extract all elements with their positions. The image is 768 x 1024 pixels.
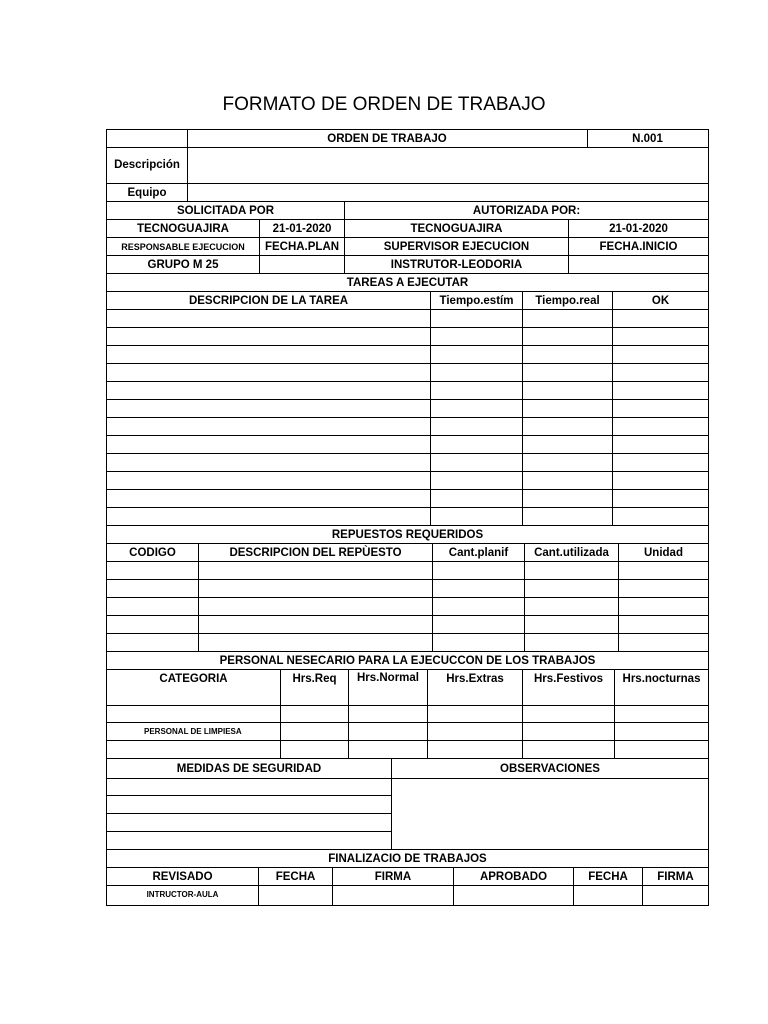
repuestos-col-codigo: CODIGO (129, 546, 176, 559)
document-title: FORMATO DE ORDEN DE TRABAJO (222, 94, 546, 115)
col-line (430, 291, 431, 525)
repuestos-title: REPUESTOS REQUERIDOS (331, 528, 484, 541)
row-line (106, 345, 709, 346)
row-line (106, 471, 709, 472)
row-line (106, 453, 709, 454)
autorizada-label: AUTORIZADA POR: (472, 204, 581, 217)
personal-col-categoria: CATEGORIA (159, 672, 228, 685)
supervisor-label: SUPERVISOR EJECUCION (383, 240, 530, 253)
autorizante: TECNOGUAJIRA (410, 222, 503, 235)
finalizacion-title: FINALIZACIO DE TRABAJOS (328, 852, 487, 865)
col-line (612, 291, 613, 525)
personal-col-hrs-nocturnas: Hrs.nocturnas (622, 672, 701, 685)
row-line (106, 417, 709, 418)
row-line (106, 381, 709, 382)
personal-col-hrs-req: Hrs.Req (292, 672, 337, 685)
fecha-autorizacion: 21-01-2020 (609, 222, 668, 235)
row-line (106, 813, 391, 814)
fecha-inicio-label: FECHA.INICIO (599, 240, 678, 253)
repuestos-col-descripcion: DESCRIPCION DEL REPÙESTO (229, 546, 402, 559)
finalizacion-col-fecha-aprobacion: FECHA (588, 870, 628, 883)
solicitante: TECNOGUAJIRA (136, 222, 229, 235)
col-line (522, 291, 523, 525)
row-line (106, 309, 709, 310)
row-line (106, 705, 709, 706)
tareas-col-tiempo-estimado: Tiempo.estím (439, 294, 514, 307)
repuestos-col-cant-utilizada: Cant.utilizada (534, 546, 609, 559)
personal-col-hrs-normal: Hrs.Normal (357, 672, 419, 684)
personal-col-hrs-festivos: Hrs.Festivos (533, 672, 604, 685)
repuestos-col-unidad: Unidad (644, 546, 683, 559)
repuestos-col-cant-planif: Cant.planif (448, 546, 509, 559)
finalizacion-col-firma-revision: FIRMA (374, 870, 412, 883)
descripcion-label: Descripción (114, 159, 180, 171)
solicitada-label: SOLICITADA POR (176, 204, 275, 217)
row-line (106, 740, 709, 741)
supervisor-value: INSTRUTOR-LEODORIA (390, 258, 523, 271)
row-line (106, 795, 391, 796)
finalizacion-col-firma-aprobacion: FIRMA (657, 870, 694, 883)
finalizacion-col-aprobado: APROBADO (479, 870, 548, 883)
finalizacion-col-fecha-revision: FECHA (275, 870, 316, 883)
responsable-value: GRUPO M 25 (147, 258, 219, 271)
tareas-title: TAREAS A EJECUTAR (346, 276, 469, 289)
personal-categoria-limpieza: PERSONAL DE LIMPIESA (144, 726, 242, 736)
fecha-plan-label: FECHA.PLAN (264, 240, 340, 253)
personal-col-hrs-extras: Hrs.Extras (446, 672, 504, 685)
personal-title: PERSONAL NESECARIO PARA LA EJECUCCON DE LOS TRABAJOS (219, 654, 596, 667)
observaciones-label: OBSERVACIONES (500, 762, 600, 775)
row-line (106, 489, 709, 490)
orden-label: ORDEN DE TRABAJO (327, 132, 447, 145)
row-line (106, 831, 391, 832)
row-line (106, 327, 709, 328)
order-number: N.001 (632, 132, 663, 145)
row-line (106, 147, 709, 148)
revisado-por: INTRUCTOR-AULA (146, 889, 219, 899)
medidas-seguridad-label: MEDIDAS DE SEGURIDAD (176, 762, 322, 775)
finalizacion-col-revisado: REVISADO (152, 870, 213, 883)
responsable-label: RESPONSABLE EJECUCION (121, 241, 245, 252)
equipo-label: Equipo (127, 186, 167, 199)
row-line (106, 183, 709, 184)
row-line (106, 399, 709, 400)
col-line (348, 669, 349, 758)
row-line (106, 363, 709, 364)
row-line (106, 507, 709, 508)
tareas-col-tiempo-real: Tiempo.real (535, 294, 600, 307)
fecha-solicitud: 21-01-2020 (272, 222, 332, 235)
tareas-col-descripcion: DESCRIPCION DE LA TAREA (188, 294, 349, 307)
row-line (106, 778, 709, 779)
tareas-col-ok: OK (651, 294, 670, 307)
row-line (106, 435, 709, 436)
